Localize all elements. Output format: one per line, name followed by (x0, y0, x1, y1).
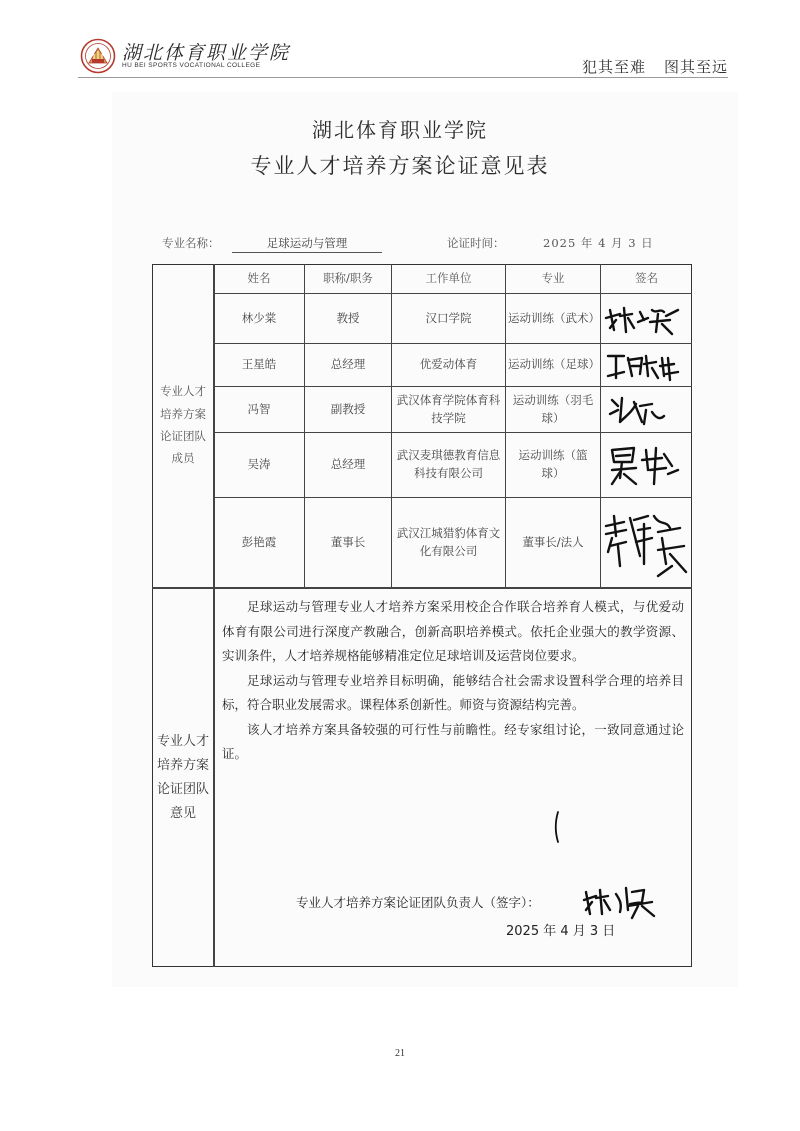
member-unit: 武汉江城猎豹体育文化有限公司 (396, 525, 501, 558)
school-name-en: HU BEI SPORTS VOCATIONAL COLLEGE (122, 62, 261, 69)
date-value: 2025 年 4 月 3 日 (543, 236, 654, 250)
signature-image (604, 346, 688, 386)
column-header-major: 专业 (541, 271, 565, 286)
major-label: 专业名称： (162, 236, 220, 250)
member-major: 运动训练（羽毛球） (512, 392, 594, 425)
team-leader-signature-label: 专业人才培养方案论证团队负责人（签字）： (296, 895, 540, 910)
member-title: 副教授 (330, 401, 366, 416)
member-title: 教授 (336, 310, 360, 325)
school-name-cn: 湖北体育职业学院 (122, 42, 291, 64)
member-unit: 优爱动体育 (419, 357, 478, 372)
member-name: 彭艳霞 (241, 534, 277, 549)
member-name: 冯智 (247, 401, 271, 416)
member-major: 运动训练（武术） (508, 310, 600, 325)
major-value: 足球运动与管理 (232, 235, 382, 253)
signature-image (606, 392, 676, 430)
member-major: 董事长/法人 (522, 534, 584, 549)
date-label: 论证时间： (447, 236, 505, 250)
member-unit: 汉口学院 (425, 310, 472, 325)
signature-image (604, 300, 688, 340)
pen-mark (550, 810, 564, 844)
signature-image (600, 506, 692, 582)
opinion-text (222, 595, 684, 767)
page-number: 21 (395, 1048, 405, 1059)
page-header (78, 36, 728, 78)
member-title: 总经理 (330, 457, 366, 472)
column-header-name: 姓名 (247, 271, 271, 286)
member-unit: 武汉麦琪德教育信息科技有限公司 (396, 448, 501, 480)
team-leader-signature-image (582, 880, 662, 922)
team-section-label: 专业人才培养方案论证团队成员 (160, 384, 206, 466)
team-leader-sign-date: 2025 年 4 月 3 日 (506, 924, 616, 939)
member-name: 林少棠 (241, 310, 277, 325)
opinion-section-label: 专业人才培养方案论证团队意见 (156, 733, 209, 822)
school-logo-icon (80, 38, 116, 74)
motto-part-1: 犯其至难 (581, 58, 646, 76)
member-name: 王星皓 (241, 357, 277, 372)
motto-part-2: 图其至远 (663, 58, 728, 76)
member-title: 总经理 (330, 357, 366, 372)
member-title: 董事长 (330, 534, 366, 549)
opinion-paragraph: 足球运动与管理专业人才培养方案采用校企合作联合培养育人模式，与优爱动体育有限公司进行深度产教融合，创新高职培养模式。依托企业强大的教学资源、实训条件，人才培养规格能够精准定位足球培训及运营岗位要求。 (222, 599, 684, 663)
form-title-line1: 湖北体育职业学院 (312, 118, 488, 142)
opinion-paragraph: 该人才培养方案具备较强的可行性与前瞻性。经专家组讨论，一致同意通过论证。 (222, 721, 684, 761)
column-header-unit: 工作单位 (425, 271, 472, 286)
school-motto (564, 56, 728, 77)
member-name: 吴涛 (247, 457, 271, 472)
member-unit: 武汉体育学院体育科技学院 (396, 392, 501, 425)
table-hline (152, 587, 692, 589)
member-major: 运动训练（足球） (508, 357, 600, 372)
form-title-line2: 专业人才培养方案论证意见表 (250, 154, 550, 178)
column-header-title: 职称/职务 (323, 271, 373, 286)
signature-image (606, 440, 686, 490)
member-major: 运动训练（篮球） (518, 448, 588, 480)
opinion-paragraph: 足球运动与管理专业培养目标明确，能够结合社会需求设置科学合理的培养目标，符合职业发展需求。课程体系创新性。师资与资源结构完善。 (222, 672, 684, 712)
column-header-signature: 签名 (635, 271, 658, 286)
